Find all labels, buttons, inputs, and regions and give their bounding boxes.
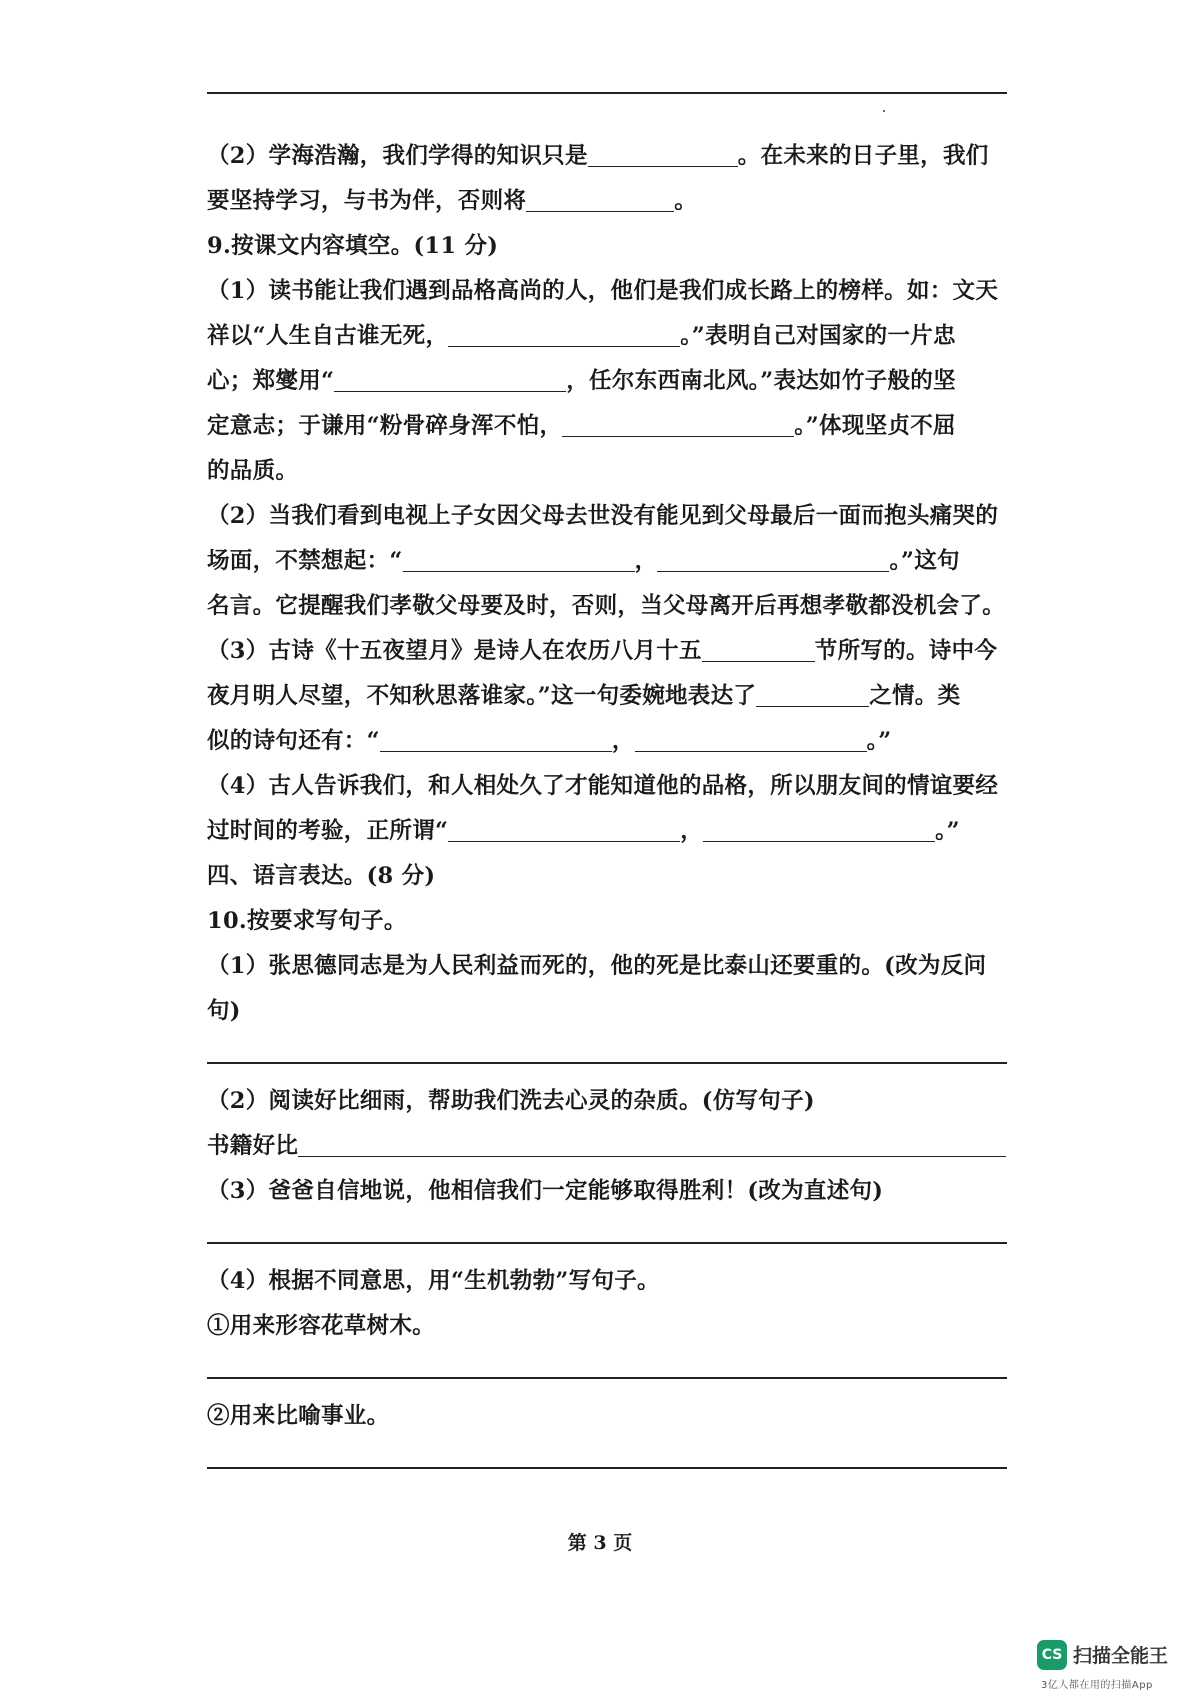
q9-3-line-2: 夜月明人尽望，不知秋思落谁家。”这一句委婉地表达了 之情。类 [207,683,961,709]
fill-blank[interactable] [526,189,674,212]
answer-line[interactable] [207,1062,1007,1064]
q10-1-line-2: 句) [207,998,241,1024]
fill-blank[interactable] [380,729,612,752]
answer-line[interactable] [207,1242,1007,1244]
q9-2-line-1: （2）当我们看到电视上子女因父母去世没有能见到父母最后一面而抱头痛哭的 [207,503,999,529]
q10-3-line: （3）爸爸自信地说，他相信我们一定能够取得胜利！(改为直述句) [207,1178,884,1204]
q9-1-line-4: 定意志；于谦用“粉骨碎身浑不怕， 。”体现坚贞不屈 [207,413,956,439]
q9-4-line-1: （4）古人告诉我们，和人相处久了才能知道他的品格，所以朋友间的情谊要经 [207,773,999,799]
q9-2-line-3: 名言。它提醒我们孝敬父母要及时，否则，当父母离开后再想孝敬都没机会了。 [207,593,1006,619]
q8-2-line-2: 要坚持学习，与书为伴，否则将 。 [207,188,698,214]
fill-blank[interactable] [756,684,869,707]
fill-blank[interactable] [657,549,889,572]
fill-blank[interactable] [448,324,680,347]
q9-4-line-2: 过时间的考验，正所谓“ ， 。” [207,818,960,844]
q9-3-line-3: 似的诗句还有：“ ， 。” [207,728,892,754]
section-4-heading: 四、语言表达。(8 分) [207,863,436,889]
watermark-app-name: 扫描全能王 [1073,1645,1169,1667]
answer-line[interactable] [207,1467,1007,1469]
fill-blank[interactable] [588,144,738,167]
q9-1-line-1: （1）读书能让我们遇到品格高尚的人，他们是我们成长路上的榜样。如：文天 [207,278,999,304]
watermark-tagline: 3亿人都在用的扫描App [1041,1680,1153,1691]
page-number: 第 3 页 [567,1532,633,1554]
fill-blank[interactable] [403,549,635,572]
fill-blank[interactable] [298,1134,1006,1157]
q9-2-line-2: 场面，不禁想起：“ ， 。”这句 [207,548,960,574]
fill-blank[interactable] [635,729,867,752]
fill-blank[interactable] [334,369,566,392]
q9-1-line-5: 的品质。 [207,458,299,484]
q10-4-line: （4）根据不同意思，用“生机勃勃”写句子。 [207,1268,660,1294]
camscanner-logo-icon: CS [1037,1640,1067,1670]
q8-2-line-1: （2）学海浩瀚，我们学得的知识只是 。在未来的日子里，我们 [207,143,989,169]
fill-blank[interactable] [448,819,680,842]
fill-blank[interactable] [702,639,815,662]
q9-heading: 9.按课文内容填空。(11 分) [207,233,499,259]
fill-blank[interactable] [562,414,794,437]
answer-line[interactable] [207,1377,1007,1379]
answer-line [207,92,1007,94]
q10-2-line: （2）阅读好比细雨，帮助我们洗去心灵的杂质。(仿写句子) [207,1088,815,1114]
q9-3-line-1: （3）古诗《十五夜望月》是诗人在农历八月十五 节所写的。诗中今 [207,638,998,664]
q9-1-line-2: 祥以“人生自古谁无死， 。”表明自己对国家的一片忠 [207,323,956,349]
q9-1-line-3: 心；郑燮用“ ，任尔东西南北风。”表达如竹子般的坚 [207,368,956,394]
scanner-watermark [1037,1640,1187,1695]
q10-4a-line: ①用来形容花草树木。 [207,1313,436,1339]
q10-2-answer-line: 书籍好比 [207,1130,1006,1162]
speck [883,110,885,112]
fill-blank[interactable] [703,819,935,842]
q10-heading: 10.按要求写句子。 [207,908,407,934]
q10-1-line-1: （1）张思德同志是为人民利益而死的，他的死是比泰山还要重的。(改为反问 [207,953,987,979]
q10-4b-line: ②用来比喻事业。 [207,1403,390,1429]
